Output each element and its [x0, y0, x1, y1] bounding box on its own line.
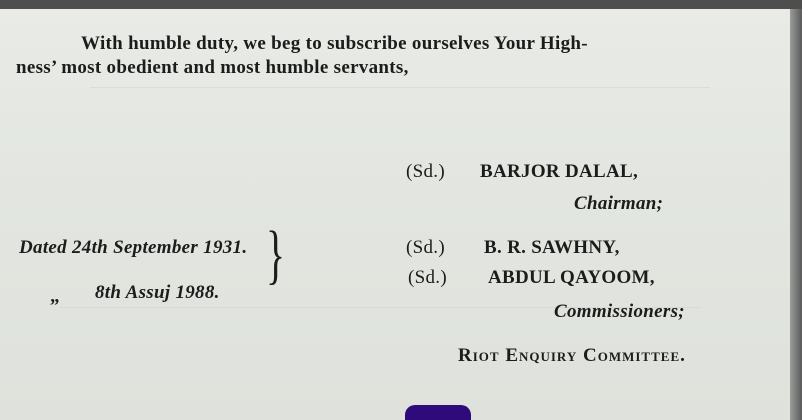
commissioners-title: Commissioners;	[554, 301, 685, 322]
closing-line-1: With humble duty, we beg to subscribe ourselves Your High-	[81, 33, 588, 54]
ink-stamp-mark	[405, 405, 471, 420]
window-top-edge	[0, 0, 802, 9]
ditto-mark: „	[50, 286, 60, 307]
committee-name: Riot Enquiry Committee.	[458, 345, 686, 366]
signature-prefix: (Sd.)	[408, 267, 447, 288]
document-page	[0, 9, 790, 420]
signatory-name-dalal: BARJOR DALAL,	[480, 161, 639, 182]
signatory-name-qayoom: ABDUL QAYOOM,	[488, 267, 655, 288]
closing-line-2: ness’ most obedient and most humble servants,	[16, 57, 409, 78]
signature-prefix: (Sd.)	[406, 237, 445, 258]
brace: }	[266, 218, 286, 291]
dated-line-2: 8th Assuj 1988.	[95, 282, 220, 303]
page-shadow-edge	[790, 9, 802, 420]
signatory-title-chairman: Chairman;	[574, 193, 664, 214]
signatory-name-sawhny: B. R. SAWHNY,	[484, 237, 620, 258]
dated-line-1: Dated 24th September 1931.	[19, 237, 248, 258]
signature-prefix: (Sd.)	[406, 161, 445, 182]
